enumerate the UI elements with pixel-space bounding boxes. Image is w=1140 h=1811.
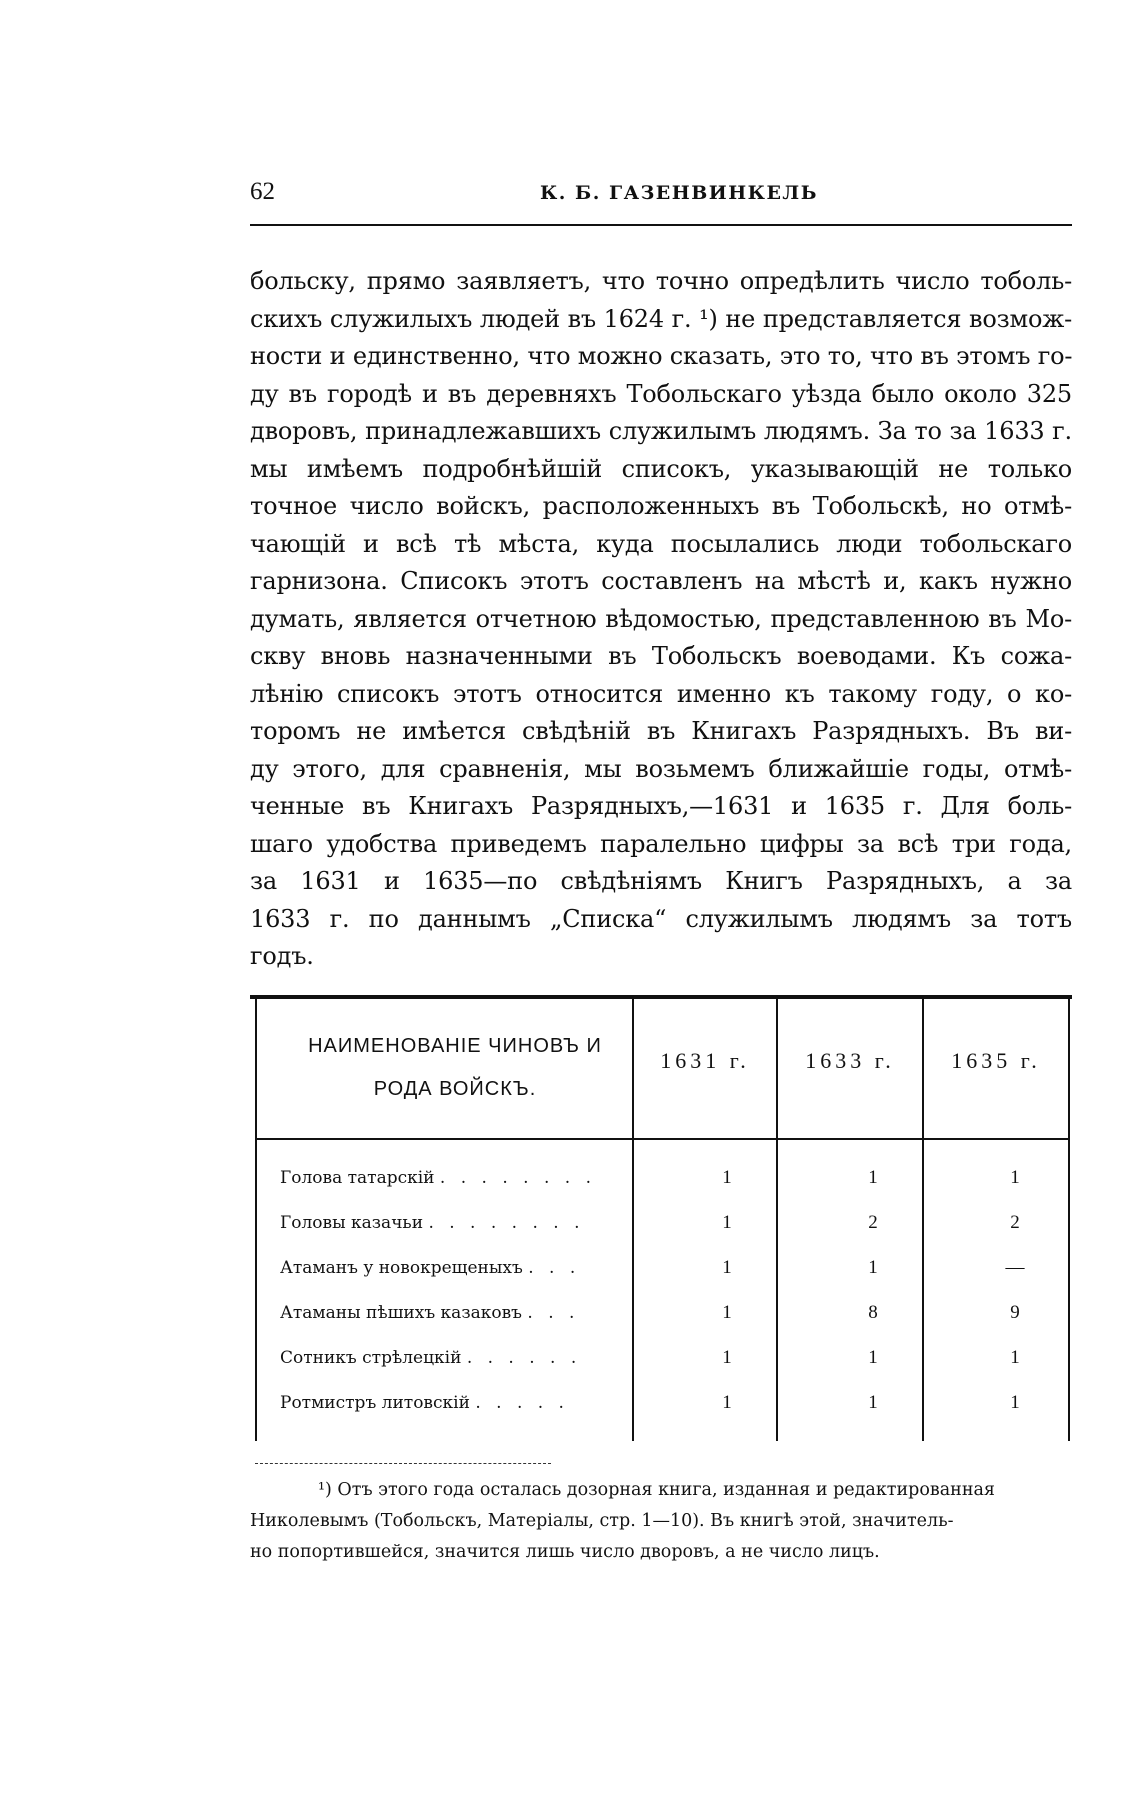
column-header-name <box>270 1025 640 1111</box>
text-line: скихъ служилыхъ людей въ 1624 г. ¹) не представляется возмож- <box>250 304 1072 333</box>
cell-1633: 1 <box>868 1347 878 1368</box>
row-label-text: Голова татарскій <box>280 1168 435 1188</box>
cell-1631: 1 <box>722 1167 732 1188</box>
text-line: ности и единственно, что можно сказать, это то, что въ этомъ го- <box>250 342 1073 370</box>
cell-1635: 1 <box>1010 1392 1020 1413</box>
row-label <box>280 1380 640 1426</box>
table-top-rule <box>250 995 1072 999</box>
footnote <box>250 1475 1080 1568</box>
header-rule <box>250 224 1072 226</box>
text-line: ду въ городѣ и въ деревняхъ Тобольскаго уѣзда было около 325 <box>250 379 1072 408</box>
text-line: шаго удобства приведемъ паралельно цифры за всѣ три года, <box>250 829 1072 858</box>
cell-1631: 1 <box>722 1257 732 1278</box>
column-header-1635: 1635 г. <box>951 1048 1041 1073</box>
cell-1635: — <box>1005 1257 1025 1278</box>
text-line: дворовъ, принадлежавшихъ служилымъ людямъ. За то за 1633 г. <box>250 417 1072 445</box>
row-dots: . . . . . . . . <box>439 1168 596 1188</box>
row-label <box>280 1335 640 1381</box>
text-line: ду этого, для сравненія, мы возьмемъ ближайшіе годы, отмѣ- <box>250 754 1072 783</box>
row-dots: . . . . . . <box>466 1348 582 1368</box>
ranks-table <box>250 995 1072 1441</box>
column-header-1631: 1631 г. <box>660 1048 750 1073</box>
table-right-rule <box>1068 995 1070 1441</box>
row-label-text: Ротмистръ литовскій <box>280 1393 470 1413</box>
cell-1635: 1 <box>1010 1347 1020 1368</box>
table-row <box>260 1245 1068 1291</box>
cell-1635: 2 <box>1010 1212 1020 1233</box>
cell-1633: 1 <box>868 1167 878 1188</box>
footnote-line: но попортившейся, значится лишь число дворовъ, а не число лицъ. <box>250 1542 880 1562</box>
cell-1633: 8 <box>868 1302 878 1323</box>
table-row <box>260 1380 1068 1426</box>
row-label-text: Сотникъ стрѣлецкій <box>280 1348 462 1368</box>
text-line: ченные въ Книгахъ Разрядныхъ,—1631 и 1635 г. Для боль- <box>250 792 1072 820</box>
body-paragraph <box>250 263 1072 976</box>
footnote-line <box>250 1475 1080 1506</box>
text-line: скву вновь назначенными въ Тобольскъ воеводами. Къ сожа- <box>250 642 1072 670</box>
row-label <box>280 1200 640 1246</box>
table-row <box>260 1200 1068 1246</box>
footnote-marker: ¹) <box>318 1480 332 1500</box>
table-row <box>260 1290 1068 1336</box>
text-line: за 1631 и 1635—по свѣдѣніямъ Книгъ Разрядныхъ, а за <box>250 867 1072 895</box>
row-label-text: Головы казачьи <box>280 1213 424 1233</box>
text-line: годъ. <box>250 942 314 970</box>
row-label <box>280 1155 640 1201</box>
running-head: К. Б. ГАЗЕНВИНКЕЛЬ <box>540 182 818 204</box>
row-dots: . . . . . <box>475 1393 569 1413</box>
text-line: гарнизона. Списокъ этотъ составленъ на мѣстѣ и, какъ нужно <box>250 567 1072 595</box>
text-line: торомъ не имѣется свѣдѣній въ Книгахъ Разрядныхъ. Въ ви- <box>250 717 1072 745</box>
text-line: точное число войскъ, расположенныхъ въ Тобольскѣ, но отмѣ- <box>250 492 1072 520</box>
footnote-rule <box>255 1463 551 1464</box>
text-line: больску, прямо заявляетъ, что точно опредѣлить число тоболь- <box>250 267 1072 295</box>
table-left-rule <box>255 995 257 1441</box>
row-label <box>280 1245 640 1291</box>
column-header-name-line: НАИМЕНОВАНІЕ ЧИНОВЪ И <box>308 1035 602 1057</box>
cell-1635: 1 <box>1010 1167 1020 1188</box>
row-dots: . . . <box>528 1258 581 1278</box>
row-label <box>280 1290 640 1336</box>
text-line: мы имѣемъ подробнѣйшій списокъ, указывающій не только <box>250 454 1072 483</box>
text-line: лѣнію списокъ этотъ относится именно къ такому году, о ко- <box>250 679 1072 708</box>
cell-1633: 1 <box>868 1257 878 1278</box>
cell-1633: 1 <box>868 1392 878 1413</box>
cell-1631: 1 <box>722 1347 732 1368</box>
text-line: 1633 г. по даннымъ „Списка“ служилымъ людямъ за тотъ <box>250 904 1072 933</box>
text-line: чающій и всѣ тѣ мѣста, куда посылались люди тобольскаго <box>250 529 1072 558</box>
cell-1633: 2 <box>868 1212 878 1233</box>
footnote-text: Отъ этого года осталась дозорная книга, изданная и редактированная <box>337 1480 995 1500</box>
table-header-rule <box>255 1138 1070 1140</box>
table-row <box>260 1155 1068 1201</box>
cell-1635: 9 <box>1010 1302 1020 1323</box>
cell-1631: 1 <box>722 1212 732 1233</box>
page-header <box>250 178 1070 218</box>
page-number: 62 <box>250 178 275 205</box>
cell-1631: 1 <box>722 1392 732 1413</box>
footnote-line: Николевымъ (Тобольскъ, Матеріалы, стр. 1—10). Въ книгѣ этой, значитель- <box>250 1511 954 1531</box>
text-line: думать, является отчетною вѣдомостью, представленною въ Мо- <box>250 604 1072 633</box>
row-dots: . . . . . . . . <box>428 1213 585 1233</box>
table-row <box>260 1335 1068 1381</box>
row-dots: . . . <box>527 1303 580 1323</box>
row-label-text: Атаманы пѣшихъ казаковъ <box>280 1303 522 1323</box>
row-label-text: Атаманъ у новокрещеныхъ <box>280 1258 523 1278</box>
column-header-1633: 1633 г. <box>805 1048 895 1073</box>
column-header-name-line: РОДА ВОЙСКЪ. <box>373 1078 537 1100</box>
cell-1631: 1 <box>722 1302 732 1323</box>
